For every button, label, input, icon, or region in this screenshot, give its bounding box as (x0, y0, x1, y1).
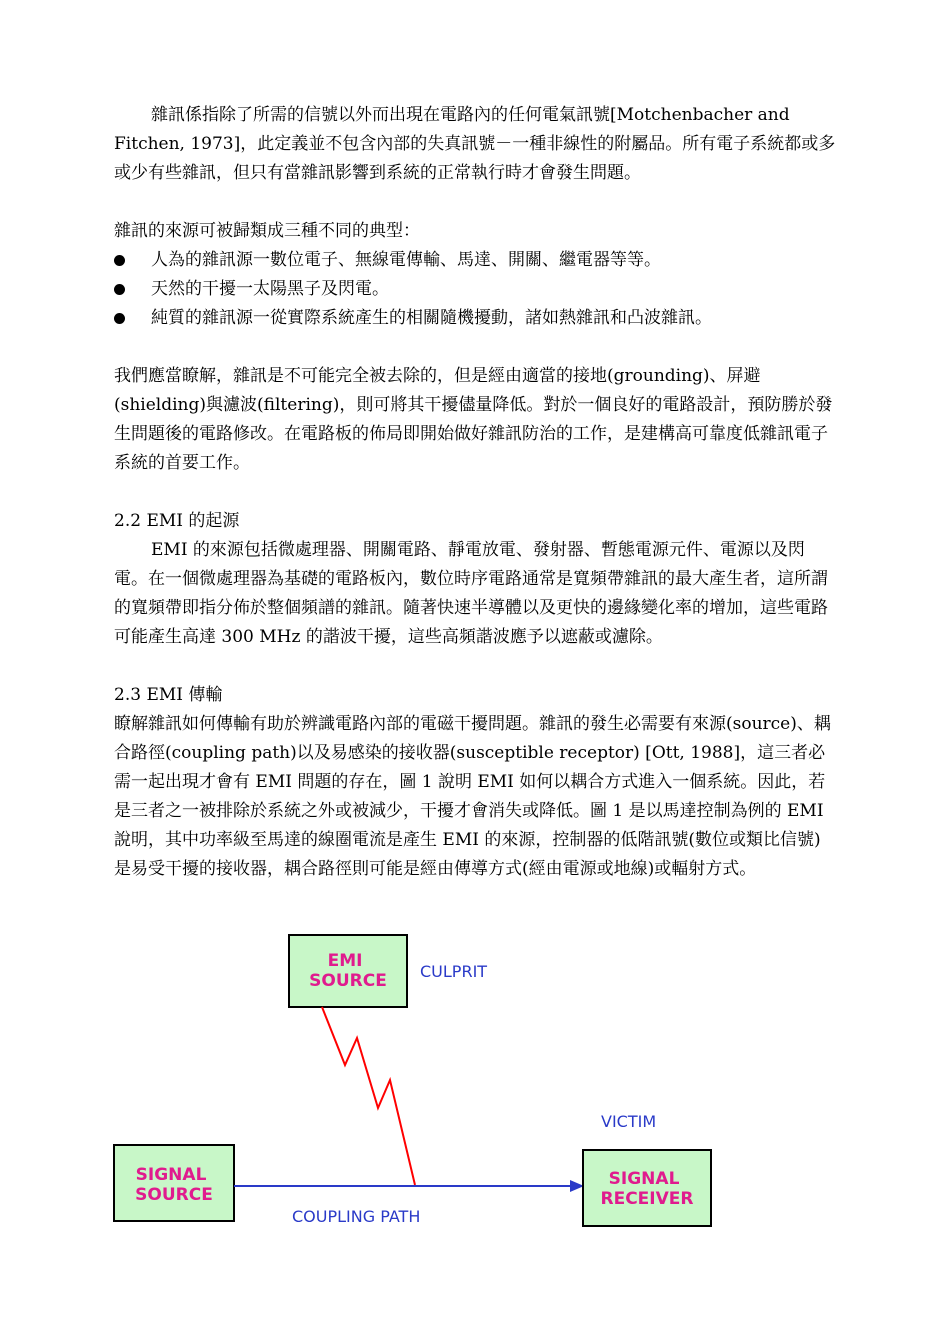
intro-paragraph: 雜訊係指除了所需的信號以外而出現在電路內的任何電氣訊號[Motchenbacher and Fitchen, 1973]，此定義並不包含內部的失真訊號－一種非線性的附屬品。所有電子系統都或多或少有些雜訊，但只有當雜訊影響到系統的正常執行時才會發生問題。 (114, 105, 836, 183)
victim-label: VICTIM (601, 1112, 657, 1131)
list-item: 天然的干擾一太陽黑子及閃電。 (114, 275, 836, 304)
section-heading-2-2: 2.2 EMI 的起源 (114, 511, 240, 531)
coupling-path-label: COUPLING PATH (292, 1207, 421, 1226)
noise-sources-lead: 雜訊的來源可被歸類成三種不同的典型： (114, 221, 420, 241)
emi-source-label: EMI SOURCE (309, 951, 387, 991)
section-2-2-body: EMI 的來源包括微處理器、開關電路、靜電放電、發射器、暫態電源元件、電源以及閃電。在一個微處理器為基礎的電路板內，數位時序電路通常是寬頻帶雜訊的最大產生者，這所謂的寬頻帶即指分佈於整個頻譜的雜訊。隨著快速半導體以及更快的邊緣變化率的增加，這些電路可能產生高達 300 MHz 的諧波干擾，這些高頻諧波應予以遮蔽或濾除。 (114, 540, 828, 647)
section-heading-2-3: 2.3 EMI 傳輸 (114, 685, 223, 705)
signal-source-label: SIGNAL SOURCE (135, 1165, 213, 1205)
interference-zigzag (322, 1007, 415, 1185)
culprit-label: CULPRIT (420, 962, 488, 981)
signal-receiver-label: SIGNAL RECEIVER (600, 1169, 694, 1209)
arrow-head-icon (570, 1180, 584, 1192)
list-item: 人為的雜訊源一數位電子、無線電傳輸、馬達、開關、繼電器等等。 (114, 246, 836, 275)
section-2-3-body: 瞭解雜訊如何傳輸有助於辨識電路內部的電磁干擾問題。雜訊的發生必需要有來源(source)、耦合路徑(coupling path)以及易感染的接收器(susceptible receptor) [Ott, 1988]，這三者必需一起出現才會有 EMI 問題的存在，圖 1 說明 EMI 如何以耦合方式進入一個系統。因此，若是三者之一被排除於系統之外或被減少，干擾才會消失或降低。圖 1 是以馬達控制為例的 EMI 說明，其中功率級至馬達的線圈電流是產生 EMI 的來源，控制器的低階訊號(數位或類比信號)是易受干擾的接收器，耦合路徑則可能是經由傳導方式(經由電源或地線)或輻射方式。 (114, 714, 831, 879)
list-item: 純質的雜訊源一從實際系統產生的相關隨機擾動，諸如熱雜訊和凸波雜訊。 (114, 304, 836, 333)
noise-reduction-paragraph: 我們應當瞭解，雜訊是不可能完全被去除的，但是經由適當的接地(grounding)、屏避(shielding)與濾波(filtering)，則可將其干擾儘量降低。對於一個良好的電路設計，預防勝於發生問題後的電路修改。在電路板的佈局即開始做好雜訊防治的工作，是建構高可靠度低雜訊電子系統的首要工作。 (114, 366, 833, 473)
